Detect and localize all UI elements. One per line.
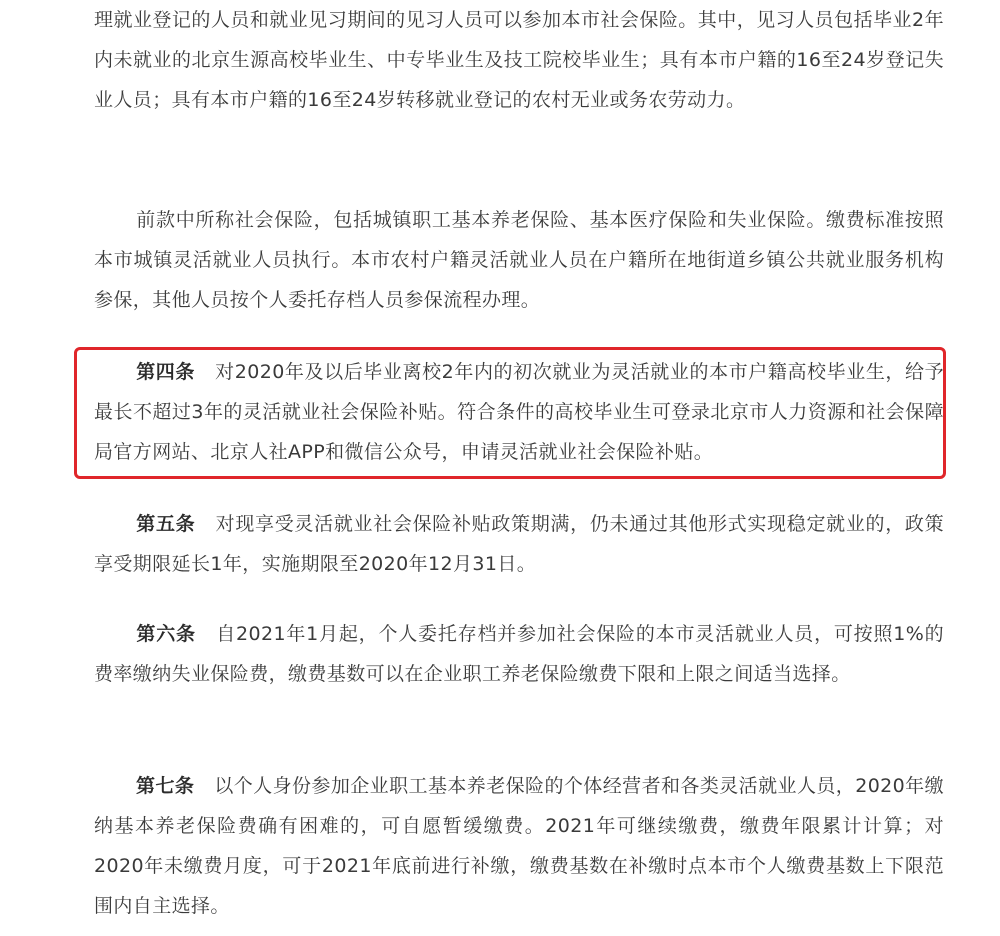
article-text: 对现享受灵活就业社会保险补贴政策期满，仍未通过其他形式实现稳定就业的，政策享受期限延长1年，实施期限至2020年12月31日。 bbox=[94, 513, 944, 575]
paragraph-text: 理就业登记的人员和就业见习期间的见习人员可以参加本市社会保险。其中，见习人员包括毕业2年内未就业的北京生源高校毕业生、中专毕业生及技工院校毕业生；具有本市户籍的16至24岁登记失业人员；具有本市户籍的16至24岁转移就业登记的农村无业或务农劳动力。 bbox=[94, 9, 944, 111]
article-5 bbox=[94, 504, 944, 584]
highlight-box bbox=[74, 347, 946, 479]
article-number: 第四条 bbox=[136, 361, 195, 383]
article-text: 自2021年1月起，个人委托存档并参加社会保险的本市灵活就业人员，可按照1%的费率缴纳失业保险费，缴费基数可以在企业职工养老保险缴费下限和上限之间适当选择。 bbox=[94, 623, 945, 685]
article-number: 第六条 bbox=[136, 623, 196, 645]
article-6 bbox=[94, 614, 944, 694]
article-7 bbox=[94, 766, 944, 926]
paragraph-social-insurance bbox=[94, 200, 944, 320]
article-number: 第五条 bbox=[136, 513, 196, 535]
article-number: 第七条 bbox=[136, 775, 195, 797]
article-text: 对2020年及以后毕业离校2年内的初次就业为灵活就业的本市户籍高校毕业生，给予最长不超过3年的灵活就业社会保险补贴。符合条件的高校毕业生可登录北京市人力资源和社会保障局官方网站、北京人社APP和微信公众号，申请灵活就业社会保险补贴。 bbox=[94, 361, 945, 463]
paragraph-registration bbox=[94, 0, 944, 120]
article-text: 以个人身份参加企业职工基本养老保险的个体经营者和各类灵活就业人员，2020年缴纳基本养老保险费确有困难的，可自愿暂缓缴费。2021年可继续缴费，缴费年限累计计算；对2020年未缴费月度，可于2021年底前进行补缴，缴费基数在补缴时点本市个人缴费基数上下限范围内自主选择。 bbox=[94, 775, 944, 917]
paragraph-text: 前款中所称社会保险，包括城镇职工基本养老保险、基本医疗保险和失业保险。缴费标准按照本市城镇灵活就业人员执行。本市农村户籍灵活就业人员在户籍所在地街道乡镇公共就业服务机构参保，其他人员按个人委托存档人员参保流程办理。 bbox=[94, 209, 944, 311]
